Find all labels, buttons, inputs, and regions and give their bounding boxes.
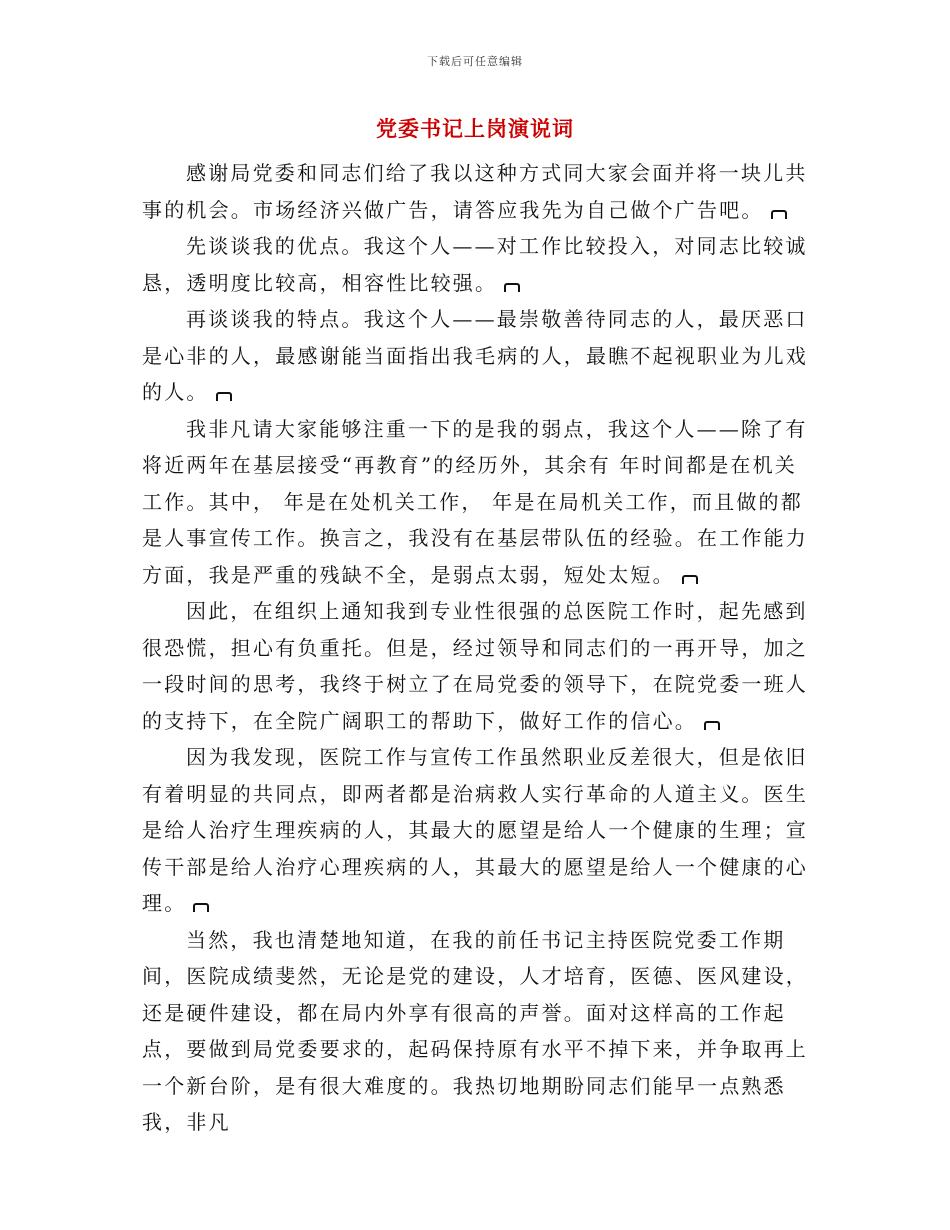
paragraph-6 xyxy=(142,739,810,922)
paragraph-mark-icon xyxy=(681,575,699,584)
paragraph-text: 因此，在组织上通知我到专业性很强的总医院工作时，起先感到很恐慌，担心有负重托。但是，经过领导和同志们的一再开导，加之一段时间的思考，我终于树立了在局党委的领导下，在院党委一班人的支持下，在全院广阔职工的帮助下，做好工作的信心。 xyxy=(142,599,808,733)
document-body xyxy=(142,155,810,1141)
paragraph-text: 当然，我也清楚地知道，在我的前任书记主持医院党委工作期间，医院成绩斐然，无论是党的建设，人才培育，医德、医风建设，还是硬件建设，都在局内外享有很高的声誉。面对这样高的工作起点，要做到局党委要求的，起码保持原有水平不掉下来，并争取再上一个新台阶，是有很大难度的。我热切地期盼同志们能早一点熟悉我，非凡 xyxy=(142,927,808,1134)
paragraph-7 xyxy=(142,922,810,1141)
paragraph-mark-icon xyxy=(503,283,521,292)
paragraph-text: 因为我发现，医院工作与宣传工作虽然职业反差很大，但是依旧有着明显的共同点，即两者都是治病救人实行革命的人道主义。医生是给人治疗生理疾病的人，其最大的愿望是给人一个健康的生理；宣传干部是给人治疗心理疾病的人，其最大的愿望是给人一个健康的心理。 xyxy=(142,745,808,915)
paragraph-mark-icon xyxy=(770,210,788,219)
paragraph-mark-icon xyxy=(215,392,233,401)
paragraph-mark-icon xyxy=(703,721,721,730)
paragraph-mark-icon xyxy=(192,903,210,912)
document-title: 党委书记上岗演说词 xyxy=(376,116,574,141)
paragraph-text: 我非凡请大家能够注重一下的是我的弱点，我这个人——除了有将近两年在基层接受“再教育”的经历外，其余有 年时间都是在机关工作。其中， 年是在处机关工作， 年是在局机关工作，而且做的都是人事宣传工作。换言之，我没有在基层带队伍的经验。在工作能力方面，我是严重的残缺不全，是弱点太弱，短处太短。 xyxy=(142,416,808,587)
paragraph-text: 感谢局党委和同志们给了我以这种方式同大家会面并将一块儿共事的机会。市场经济兴做广告，请答应我先为自己做个广告吧。 xyxy=(142,161,808,222)
paragraph-5 xyxy=(142,593,810,739)
header-note: 下载后可任意编辑 xyxy=(427,55,523,68)
paragraph-text: 先谈谈我的优点。我这个人——对工作比较投入，对同志比较诚恳，透明度比较高，相容性比较强。 xyxy=(142,234,808,295)
paragraph-1 xyxy=(142,155,810,228)
paragraph-2 xyxy=(142,228,810,301)
paragraph-text: 再谈谈我的特点。我这个人——最崇敬善待同志的人，最厌恶口是心非的人，最感谢能当面指出我毛病的人，最瞧不起视职业为儿戏的人。 xyxy=(142,307,808,404)
paragraph-3 xyxy=(142,301,810,411)
paragraph-4 xyxy=(142,411,810,594)
